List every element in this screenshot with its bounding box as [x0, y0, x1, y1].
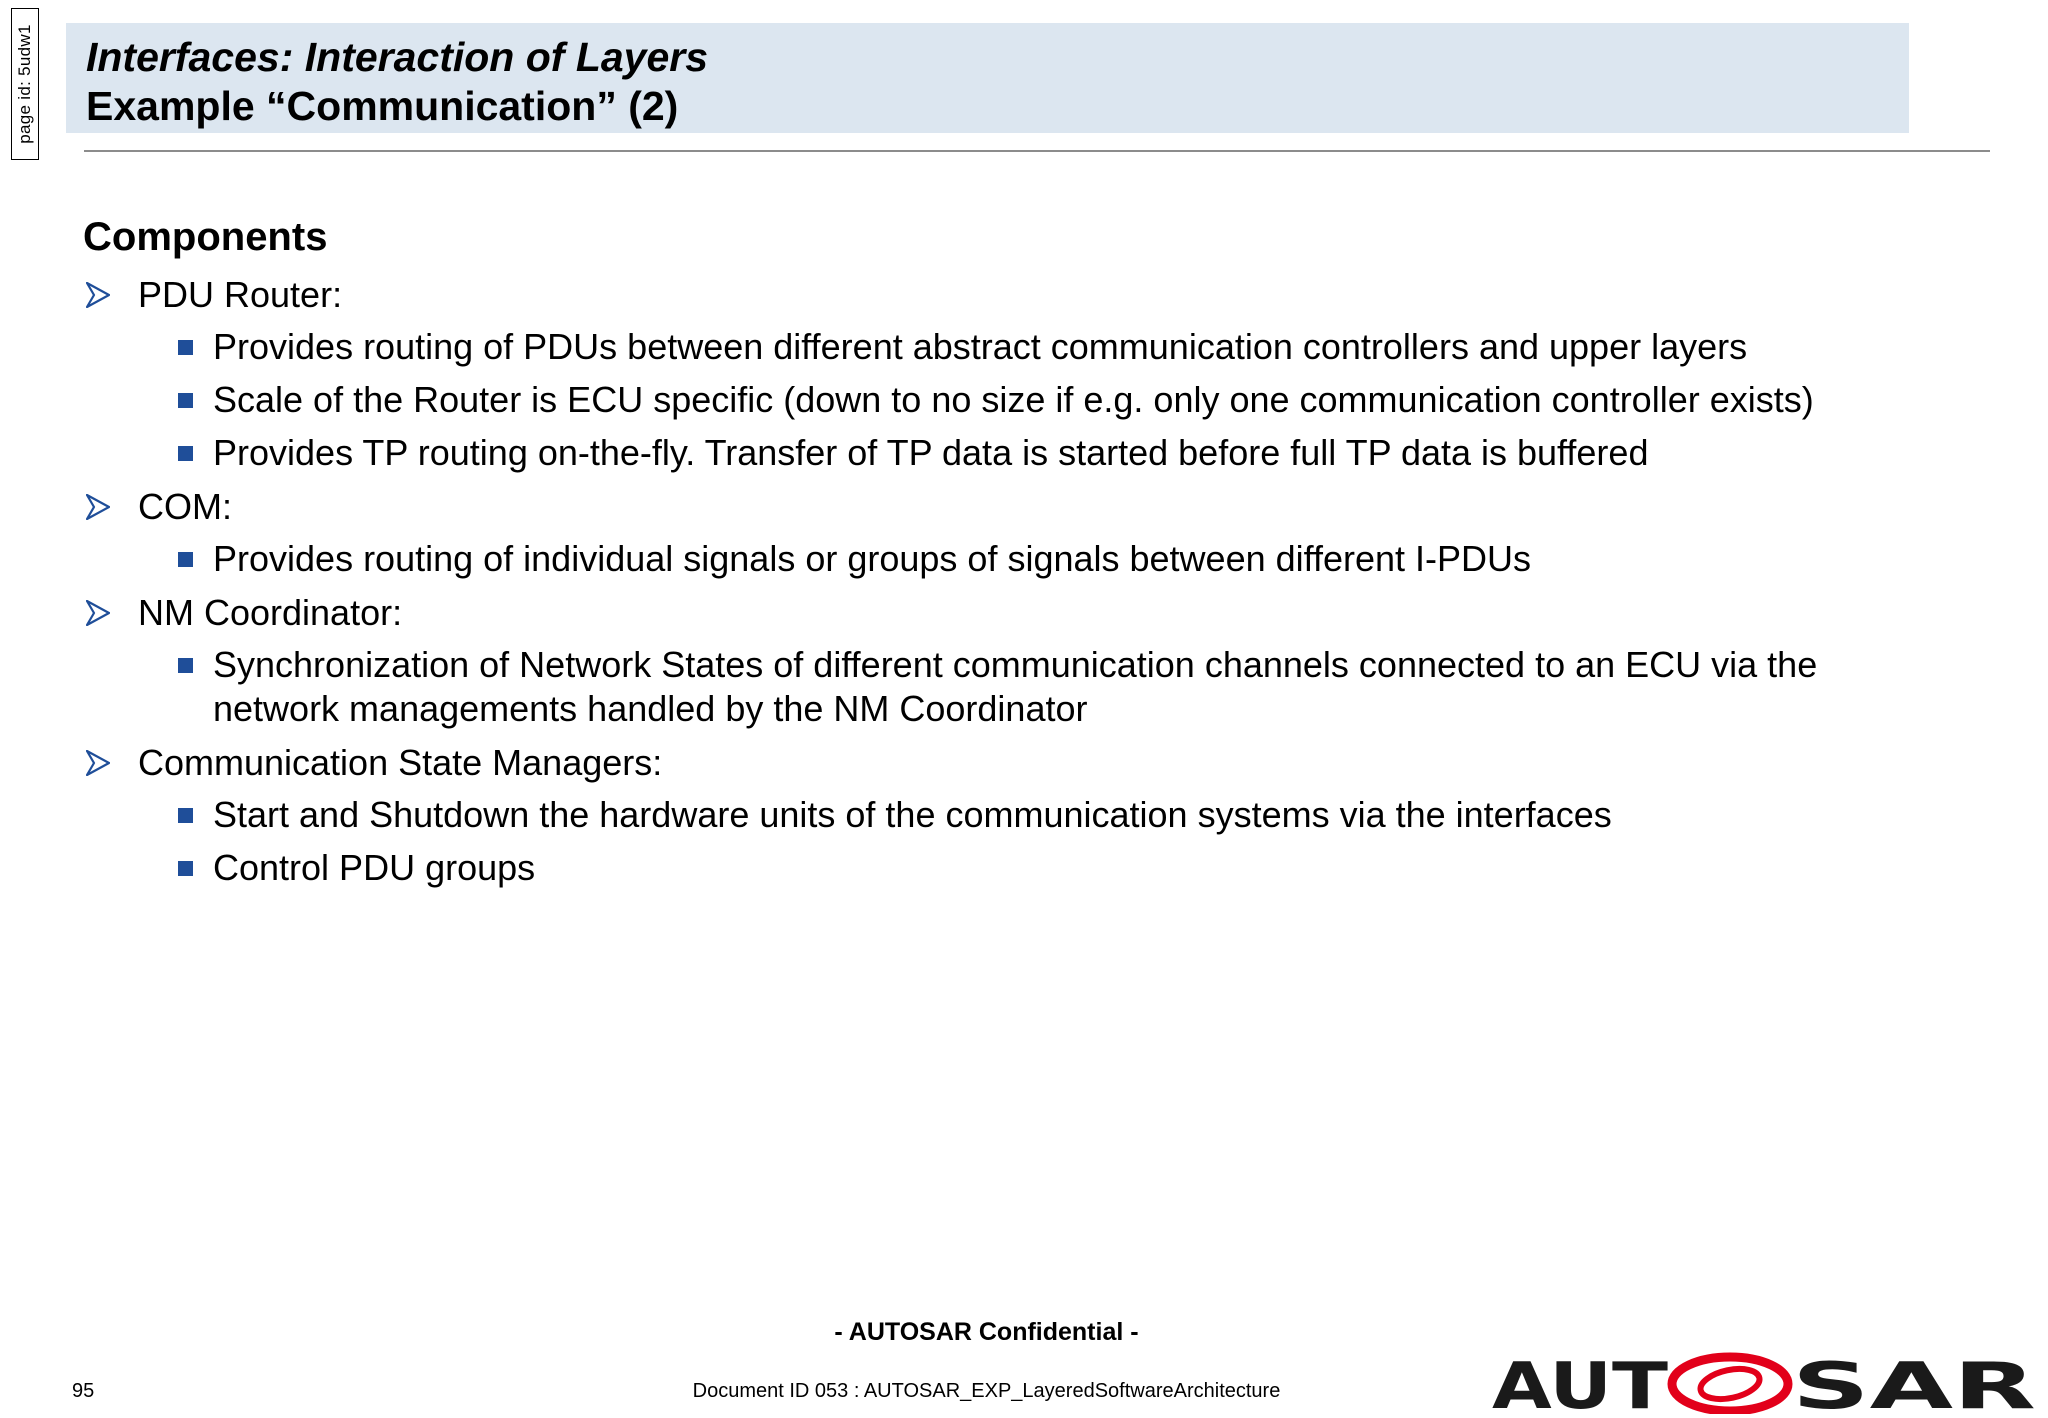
- arrow-bullet-icon: [86, 600, 110, 626]
- square-bullet-icon: [178, 340, 193, 355]
- bullet-label: PDU Router:: [138, 274, 343, 315]
- page-number: 95: [72, 1380, 95, 1402]
- arrow-bullet-icon: [86, 494, 110, 520]
- square-bullet-icon: [178, 658, 193, 673]
- sub-bullet-text: Scale of the Router is ECU specific (down to no size if e.g. only one communication controller exists): [213, 379, 1814, 420]
- sub-bullet-text: Synchronization of Network States of different communication channels connected to an ECU via the: [213, 644, 1818, 685]
- sub-bullet-text: Start and Shutdown the hardware units of the communication systems via the interfaces: [213, 794, 1612, 835]
- square-bullet-icon: [178, 393, 193, 408]
- slide-title: Interfaces: Interaction of Layers: [86, 34, 709, 80]
- square-bullet-icon: [178, 861, 193, 876]
- autosar-logo: [1492, 1352, 2038, 1414]
- sub-bullet-text: network managements handled by the NM Coordinator: [213, 688, 1088, 729]
- svg-text:AU: AU: [1492, 1352, 1612, 1414]
- sub-bullet-text: Provides TP routing on-the-fly. Transfer of TP data is started before full TP data is buffered: [213, 432, 1649, 473]
- sub-bullet-text: Provides routing of individual signals or groups of signals between different I-PDUs: [213, 538, 1532, 579]
- page-id-label: page id: 5udw1: [15, 24, 35, 144]
- bullet-label: Communication State Managers:: [138, 742, 663, 783]
- confidential-notice: - AUTOSAR Confidential -: [834, 1318, 1139, 1346]
- square-bullet-icon: [178, 552, 193, 567]
- sub-bullet-text: Control PDU groups: [213, 847, 536, 888]
- document-id: Document ID 053 : AUTOSAR_EXP_LayeredSoftwareArchitecture: [692, 1380, 1281, 1402]
- bullet-label: NM Coordinator:: [138, 592, 403, 633]
- svg-text:SAR: SAR: [1792, 1352, 2036, 1414]
- title-divider: [84, 150, 1990, 152]
- square-bullet-icon: [178, 446, 193, 461]
- arrow-bullet-icon: [86, 282, 110, 308]
- section-heading: Components: [83, 215, 328, 259]
- square-bullet-icon: [178, 808, 193, 823]
- svg-text:T: T: [1612, 1352, 1669, 1414]
- arrow-bullet-icon: [86, 750, 110, 776]
- bullet-label: COM:: [138, 486, 232, 527]
- slide-subtitle: Example “Communication” (2): [86, 83, 679, 129]
- sub-bullet-text: Provides routing of PDUs between different abstract communication controllers and upper layers: [213, 326, 1748, 367]
- page-id-box: [11, 8, 39, 160]
